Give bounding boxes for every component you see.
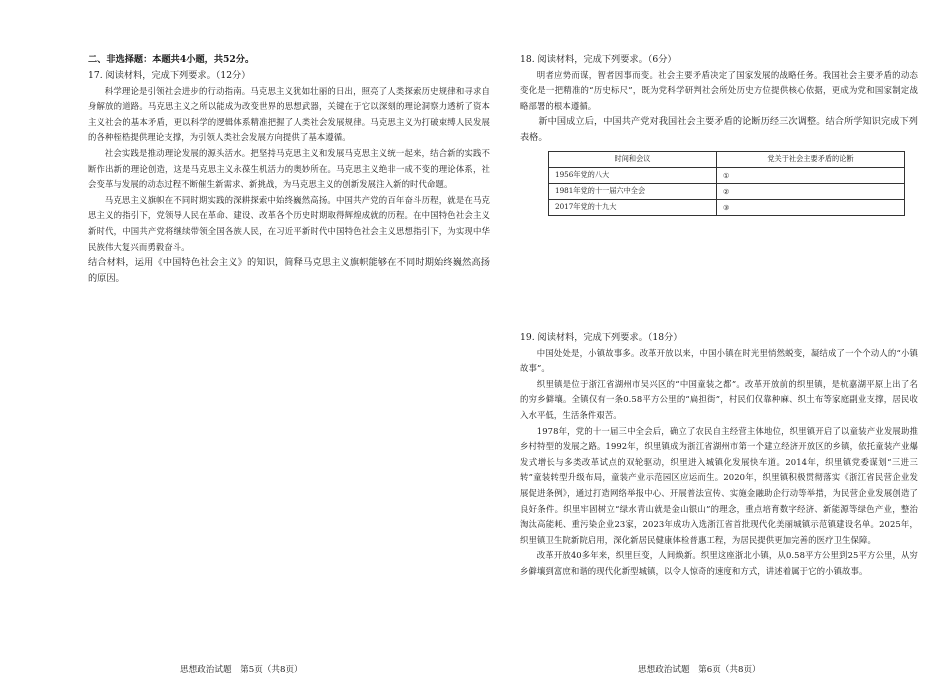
q17-question: 结合材料，运用《中国特色社会主义》的知识，简释马克思主义旗帜能够在不同时期始终巍然高扬的原因。	[88, 257, 490, 284]
q18-question: 新中国成立后，中国共产党对我国社会主要矛盾的论断历经三次调整。结合所学知识完成下列表格。	[520, 116, 918, 143]
q19-stem: 19. 阅读材料，完成下列要求。（18分）	[520, 332, 683, 343]
q17-material-paragraph: 马克思主义旗帜在不同时期实践的深耕探索中始终巍然高扬。中国共产党的百年奋斗历程，就是在马克思主义的指引下，党领导人民在革命、建设、改革各个历史时期取得辉煌成就的历程。在中国特色社会主义新时代，中国共产党将继续带领全国各族人民，在习近平新时代中国特色社会主义思想指引下，为实现中华民族伟大复兴而勇毅奋斗。	[88, 194, 490, 252]
q17-stem: 17. 阅读材料，完成下列要求。（12分）	[88, 70, 251, 81]
answer-blank-cell[interactable]: ①	[717, 167, 905, 183]
q19-material-paragraph: 中国处处是，小镇故事多。改革开放以来，中国小镇在时光里悄然蜕变，凝结成了一个个动人的“小镇故事”。	[520, 347, 918, 374]
question-19	[520, 330, 918, 580]
question-17	[88, 68, 490, 286]
q17-material-paragraph: 科学理论是引领社会进步的行动指南。马克思主义犹如壮丽的日出，照亮了人类探索历史规律和寻求自身解放的道路。马克思主义之所以能成为改变世界的思想武器，关键在于它以深刻的理论洞察力透析了资本主义社会的基本矛盾，更以科学的逻辑体系精准把握了人类社会发展规律。马克思主义为打破束缚人民发展的各种桎梏提供理论支撑，为引领人类社会发展方向提供了基本遵循。	[88, 85, 490, 143]
table-cell: 2017年党的十九大	[549, 199, 717, 215]
table-header-cell: 党关于社会主要矛盾的论断	[717, 151, 905, 167]
q19-material-paragraph: 织里镇是位于浙江省湖州市吴兴区的“中国童装之都”。改革开放前的织里镇，是杭嘉湖平原上出了名的穷乡僻壤。全镇仅有一条0.58平方公里的“扁担街”，村民们仅靠种麻、织土布等家庭副业支撑，居民收入水平低，生活条件艰苦。	[520, 378, 918, 420]
page-footer-right: 思想政治试题 第6页（共8页）	[638, 665, 761, 675]
table-row	[549, 183, 905, 199]
q19-material-paragraph: 1978年，党的十一届三中全会后，确立了农民自主经营主体地位，织里镇开启了以童装产业发展助推乡村特型的发展之路。1992年，织里镇成为浙江省湖州市第一个建立经济开放区的乡镇，依托童装产业爆发式增长与多类改革试点的双轮驱动，织里进入城镇化发展快车道。2014年，织里镇党委谋划“三进三转”童装转型升级布局，童装产业示范园区应运而生。2020年，织里镇积极贯彻落实《浙江省民营企业发展促进条例》，通过打造网络举报中心、开展普法宣传、实施金融助企行动等举措，为民营企业发展创造了良好条件。织里牢固树立“绿水青山就是金山银山”的理念，重点培育数字经济、新能源等绿色产业，整治淘汰高能耗、重污染企业23家，2023年成功入选浙江省首批现代化美丽城镇示范镇建设名单。2025年，织里镇卫生院新院启用，深化新居民健康体检普惠工程，为居民提供更加完善的医疗卫生保障。	[520, 425, 918, 545]
page-footer-left: 思想政治试题 第5页（共8页）	[180, 665, 303, 675]
table-row	[549, 199, 905, 215]
q17-material-paragraph: 社会实践是推动理论发展的源头活水。把坚持马克思主义和发展马克思主义统一起来，结合新的实践不断作出新的理论创造，这是马克思主义永葆生机活力的奥妙所在。马克思主义绝非一成不变的理论体系，社会变革与发展的动态过程不断催生新需求、新挑战，为马克思主义的创新发展注入新的时代命题。	[88, 147, 490, 190]
q18-table	[548, 151, 905, 216]
section-title: 二、非选择题：本题共4小题，共52分。	[88, 54, 255, 65]
table-cell: 1956年党的八大	[549, 167, 717, 183]
answer-blank-cell[interactable]: ②	[717, 183, 905, 199]
table-row	[549, 167, 905, 183]
left-page	[88, 0, 490, 688]
q19-material-paragraph: 改革开放40多年来，织里巨变，人间焕新。织里这座浙北小镇，从0.58平方公里到25平方公里，从穷乡僻壤到富庶和谐的现代化新型城镇，以令人惊奇的速度和方式，讲述着属于它的小镇故事。	[520, 550, 918, 576]
table-header-row	[549, 151, 905, 167]
right-page	[520, 0, 918, 688]
answer-blank-cell[interactable]: ③	[717, 199, 905, 215]
question-18	[520, 52, 918, 216]
q18-stem: 18. 阅读材料，完成下列要求。（6分）	[520, 54, 677, 65]
table-cell: 1981年党的十一届六中全会	[549, 183, 717, 199]
q18-material-paragraph: 明者应势而谋，智者因事而变。社会主要矛盾决定了国家发展的战略任务。我国社会主要矛盾的动态变化是一把精准的“历史标尺”，既为党科学研判社会所处历史方位提供核心依据，更成为党和国家制定战略部署的根本遵循。	[520, 69, 918, 111]
table-header-cell: 时间和会议	[549, 151, 717, 167]
